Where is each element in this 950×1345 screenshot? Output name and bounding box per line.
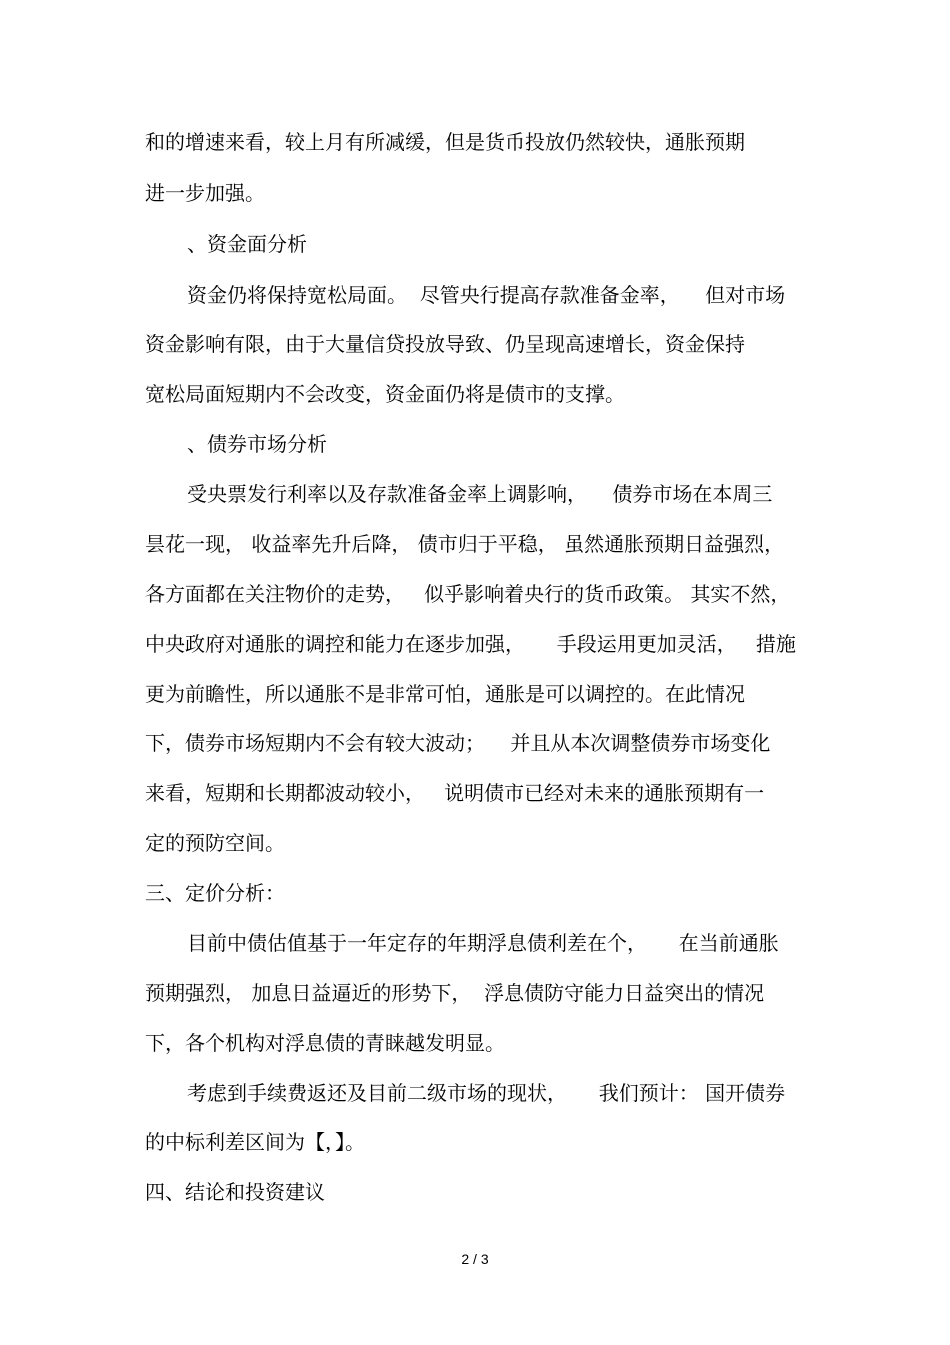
- section-heading: 三、定价分析：: [145, 881, 285, 905]
- text-line: 下，债券市场短期内不会有较大波动； 并且从本次调整债券市场变化: [145, 731, 771, 755]
- text-line: 进一步加强。: [145, 181, 265, 205]
- text-line: 考虑到手续费返还及目前二级市场的现状， 我们预计： 国开债券: [187, 1081, 786, 1105]
- text-line: 各方面都在关注物价的走势， 似乎影响着央行的货币政策。 其实不然，: [145, 582, 791, 606]
- text-line: 中央政府对通胀的调控和能力在逐步加强， 手段运用更加灵活， 措施: [145, 632, 796, 656]
- section-heading: 四、结论和投资建议: [145, 1180, 325, 1204]
- text-line: 资金仍将保持宽松局面。 尽管央行提高存款准备金率， 但对市场: [187, 283, 786, 307]
- text-line: 预期强烈， 加息日益逼近的形势下， 浮息债防守能力日益突出的情况: [145, 981, 765, 1005]
- text-line: 来看，短期和长期都波动较小， 说明债市已经对未来的通胀预期有一: [145, 781, 765, 805]
- text-line: 下，各个机构对浮息债的青睐越发明显。: [145, 1031, 505, 1055]
- section-heading: 、资金面分析: [187, 232, 307, 256]
- text-line: 定的预防空间。: [145, 831, 285, 855]
- text-line: 昙花一现， 收益率先升后降， 债市归于平稳， 虽然通胀预期日益强烈，: [145, 532, 785, 556]
- text-line: 的中标利差区间为【，】。: [145, 1130, 365, 1154]
- text-line: 资金影响有限，由于大量信贷投放导致、仍呈现高速增长，资金保持: [145, 332, 745, 356]
- page-number: 2 / 3: [461, 1251, 489, 1267]
- text-line: 更为前瞻性，所以通胀不是非常可怕，通胀是可以调控的。在此情况: [145, 682, 745, 706]
- text-line: 宽松局面短期内不会改变，资金面仍将是债市的支撑。: [145, 382, 625, 406]
- text-line: 目前中债估值基于一年定存的年期浮息债利差在个， 在当前通胀: [187, 931, 779, 955]
- section-heading: 、债券市场分析: [187, 432, 327, 456]
- text-line: 和的增速来看，较上月有所减缓，但是货币投放仍然较快，通胀预期: [145, 130, 745, 154]
- text-line: 受央票发行利率以及存款准备金率上调影响， 债券市场在本周三: [187, 482, 773, 506]
